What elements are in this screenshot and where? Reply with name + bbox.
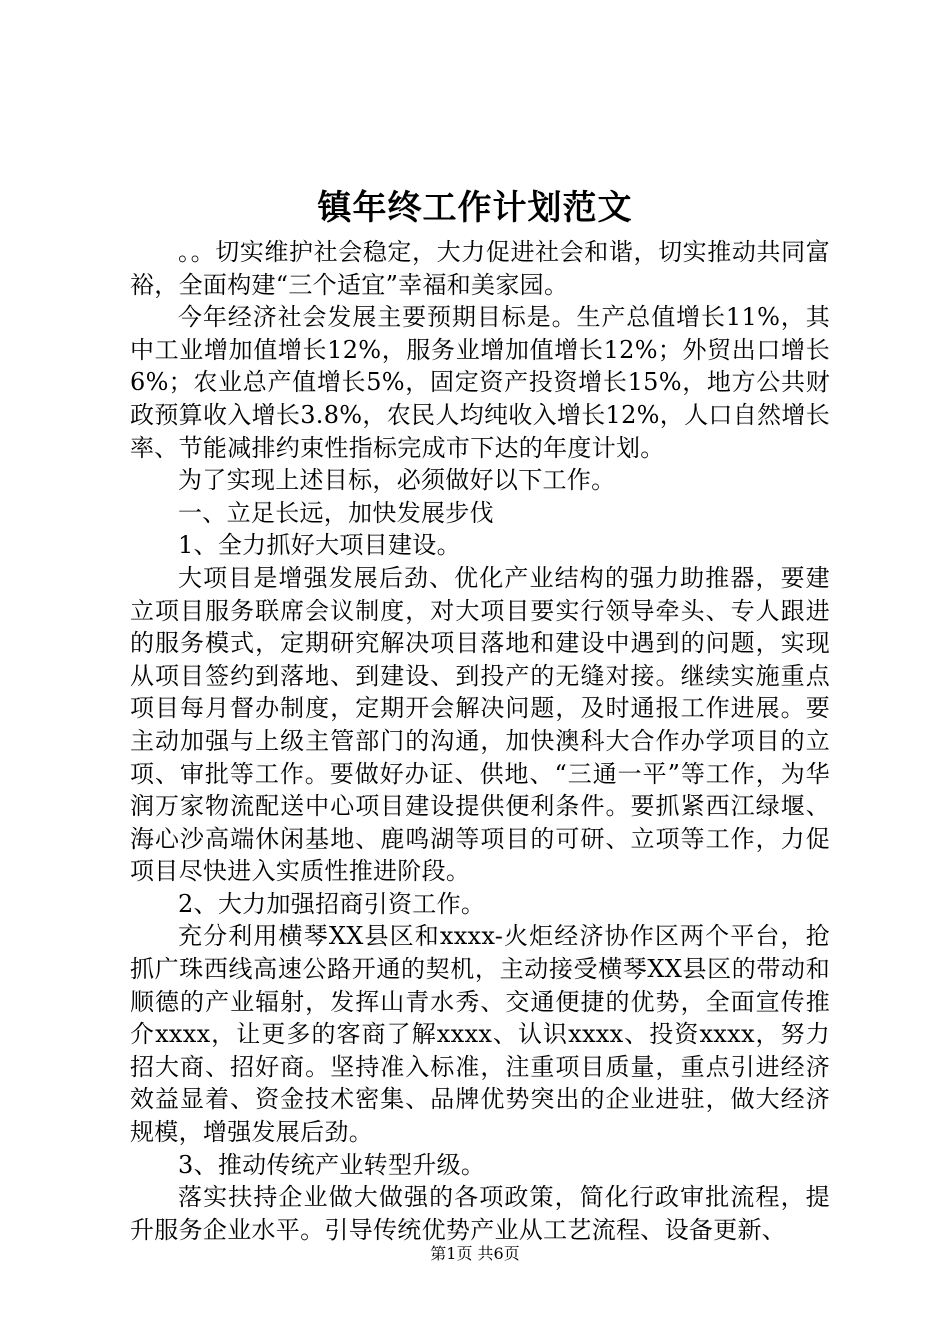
page-footer: 第1页 共6页 — [430, 1244, 520, 1263]
subheading-2: 2、大力加强招商引资工作。 — [178, 889, 486, 918]
document-title: 镇年终工作计划范文 — [317, 188, 633, 228]
paragraph-intro: 。。切实维护社会稳定，大力促进社会和谐，切实推动共同富裕，全面构建“三个适宜”幸福和美家园。 — [130, 238, 830, 299]
document-body — [130, 236, 830, 1246]
section-heading-1: 一、立足长远，加快发展步伐 — [178, 498, 494, 527]
paragraph-major-projects: 大项目是增强发展后劲、优化产业结构的强力助推器，要建立项目服务联席会议制度，对大项目要实行领导牵头、专人跟进的服务模式，定期研究解决项目落地和建设中遇到的问题，实现从项目签约到落地、到建设、到投产的无缝对接。继续实施重点项目每月督办制度，定期开会解决问题，及时通报工作进展。要主动加强与上级主管部门的沟通，加快澳科大合作办学项目的立项、审批等工作。要做好办证、供地、“三通一平”等工作，为华润万家物流配送中心项目建设提供便利条件。要抓紧西江绿堰、海心沙高端休闲基地、鹿鸣湖等项目的可研、立项等工作，力促项目尽快进入实质性推进阶段。 — [130, 563, 830, 886]
paragraph-investment: 充分利用横琴XX县区和xxxx-火炬经济协作区两个平台，抢抓广珠西线高速公路开通的契机，主动接受横琴XX县区的带动和顺德的产业辐射，发挥山青水秀、交通便捷的优势，全面宣传推介xxxx，让更多的客商了解xxxx、认识xxxx、投资xxxx，努力招大商、招好商。坚持准入标准，注重项目质量，重点引进经济效益显着、资金技术密集、品牌优势突出的企业进驻，做大经济规模，增强发展后劲。 — [130, 922, 830, 1147]
paragraph-targets: 今年经济社会发展主要预期目标是。生产总值增长11%，其中工业增加值增长12%，服务业增加值增长12%；外贸出口增长6%；农业总产值增长5%，固定资产投资增长15%，地方公共财政预算收入增长3.8%，农民人均纯收入增长12%，人口自然增长率、节能减排约束性指标完成市下达的年度计划。 — [130, 303, 830, 462]
subheading-3: 3、推动传统产业转型升级。 — [178, 1150, 486, 1179]
paragraph-industry-upgrade: 落实扶持企业做大做强的各项政策，简化行政审批流程，提升服务企业水平。引导传统优势产业从工艺流程、设备更新、 — [130, 1183, 830, 1244]
paragraph-transition: 为了实现上述目标，必须做好以下工作。 — [178, 466, 616, 495]
subheading-1: 1、全力抓好大项目建设。 — [178, 531, 461, 560]
